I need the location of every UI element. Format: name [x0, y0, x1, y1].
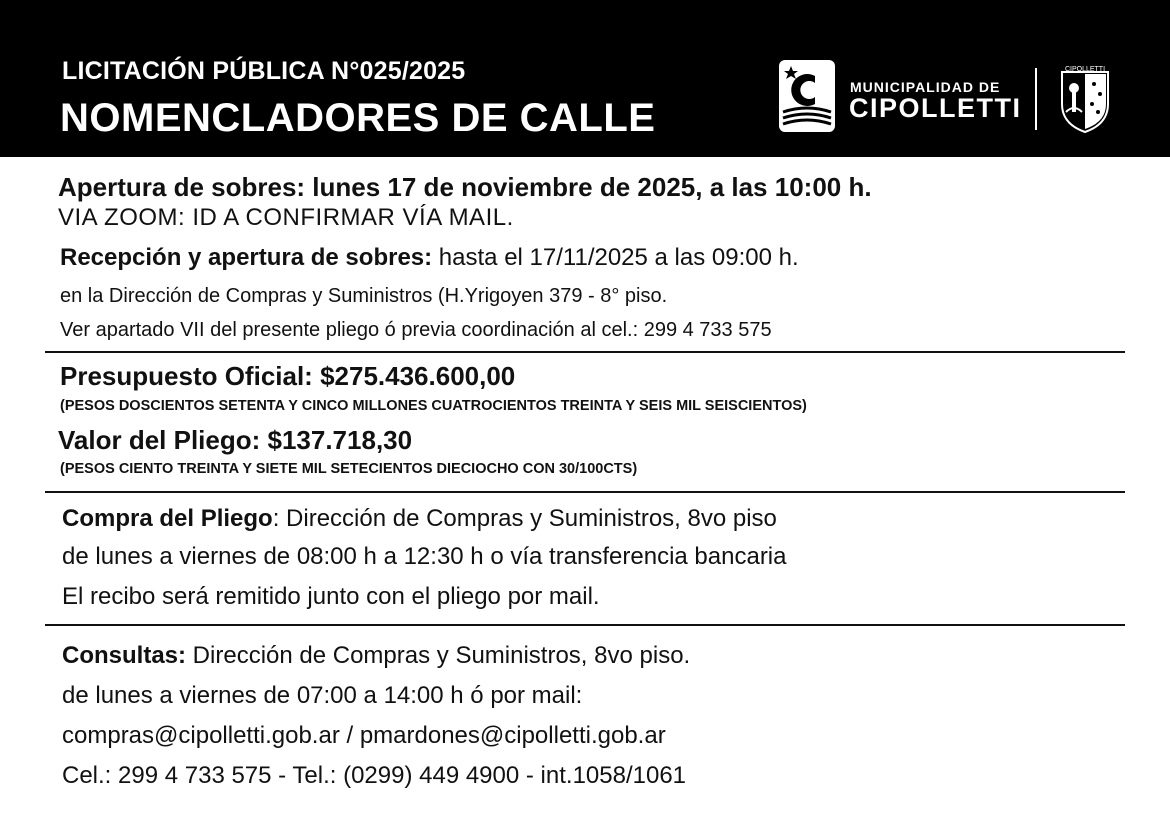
presupuesto-words: (PESOS DOSCIENTOS SETENTA Y CINCO MILLONES CUATROCIENTOS TREINTA Y SEIS MIL SEISCIENTOS): [60, 398, 807, 414]
header-divider: [1035, 68, 1037, 130]
tender-number: LICITACIÓN PÚBLICA N°025/2025: [62, 57, 466, 85]
compra-line2: de lunes a viernes de 08:00 h a 12:30 h o vía transferencia bancaria: [62, 543, 787, 570]
valor-words: (PESOS CIENTO TREINTA Y SIETE MIL SETECIENTOS DIECIOCHO CON 30/100CTS): [60, 461, 638, 477]
recepcion-label: Recepción y apertura de sobres:: [60, 244, 433, 271]
apertura-title: Apertura de sobres: lunes 17 de noviembre de 2025, a las 10:00 h.: [58, 172, 872, 202]
consultas-label: Consultas:: [62, 642, 187, 669]
recepcion-line3: Ver apartado VII del presente pliego ó previa coordinación al cel.: 299 4 733 575: [60, 319, 772, 341]
recepcion-line2: en la Dirección de Compras y Suministros (H.Yrigoyen 379 - 8° piso.: [60, 285, 668, 307]
section-divider: [45, 624, 1125, 626]
presupuesto-title: Presupuesto Oficial: $275.436.600,00: [60, 361, 516, 391]
municipal-c-logo-icon: [779, 60, 835, 132]
section-divider: [45, 491, 1125, 493]
compra-line1: [62, 505, 777, 533]
compra-label: Compra del Pliego: [62, 505, 273, 532]
compra-value: : Dirección de Compras y Suministros, 8vo piso: [272, 505, 777, 532]
apertura-zoom: VIA ZOOM: ID A CONFIRMAR VÍA MAIL.: [58, 204, 514, 231]
recepcion-line1: [60, 244, 799, 272]
consultas-line2: de lunes a viernes de 07:00 a 14:00 h ó por mail:: [62, 682, 583, 709]
consultas-value: Dirección de Compras y Suministros, 8vo piso.: [186, 642, 691, 669]
municipality-name: CIPOLLETTI: [849, 93, 1022, 123]
shield-text: CIPOLLETTI: [1064, 66, 1106, 73]
coat-of-arms-shield-icon: [1058, 64, 1112, 134]
consultas-line1: [62, 642, 690, 670]
valor-title: Valor del Pliego: $137.718,30: [58, 425, 413, 455]
section-divider: [45, 351, 1125, 353]
tender-title: NOMENCLADORES DE CALLE: [60, 96, 656, 140]
consultas-emails: compras@cipolletti.gob.ar / pmardones@cipolletti.gob.ar: [62, 722, 666, 749]
header-banner: [0, 0, 1170, 157]
municipality-label: MUNICIPALIDAD DE: [850, 79, 1001, 95]
compra-line3: El recibo será remitido junto con el pliego por mail.: [62, 583, 600, 610]
recepcion-value: hasta el 17/11/2025 a las 09:00 h.: [432, 244, 799, 271]
consultas-phones: Cel.: 299 4 733 575 - Tel.: (0299) 449 4900 - int.1058/1061: [62, 762, 687, 789]
